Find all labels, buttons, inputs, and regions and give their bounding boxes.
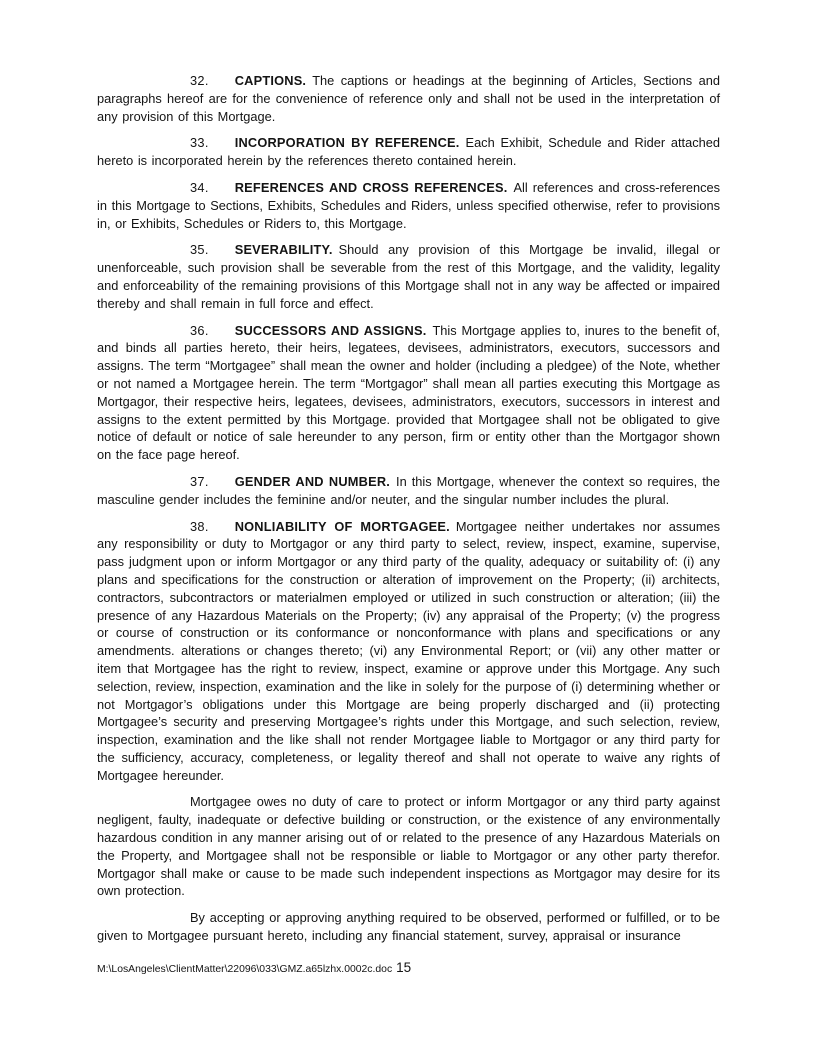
section-body: The captions or headings at the beginning of Articles, Sections and paragraphs hereof are for the convenience of reference only and shall not be used in the interpretation of any provision of this Mortgage. — [97, 73, 720, 124]
section-body: This Mortgage applies to, inures to the benefit of, and binds all parties hereto, their heirs, legatees, devisees, administrators, executors, successors and assigns. The term “Mortgagee” shall mean the owner and holder (including a pledgee) of the Note, whether or not named a Mortgagee herein. The term “Mortgagor” shall mean all parties executing this Mortgage as Mortgagor, their respective heirs, legatees, devisees, administrators, executors, successors in interest and assigns to the extent permitted by this Mortgage. provided that Mortgagee shall not be obligated to give notice of default or notice of sale hereunder to any person, firm or entity other than the Mortgagor shown on the face page hereof. — [97, 322, 720, 463]
section-number: 34. — [190, 179, 209, 195]
section-number: 33. — [190, 135, 209, 151]
section-paragraph-35 — [97, 241, 720, 312]
section-heading: INCORPORATION BY REFERENCE. — [234, 135, 460, 151]
section-heading: SUCCESSORS AND ASSIGNS. — [234, 322, 427, 338]
section-paragraph-38 — [97, 518, 720, 785]
section-number: 32. — [190, 73, 209, 88]
section-heading: REFERENCES AND CROSS REFERENCES. — [234, 179, 508, 195]
section-heading: CAPTIONS. — [234, 73, 307, 88]
page-footer — [97, 960, 411, 975]
document-body — [97, 72, 720, 954]
footer-page-number: 15 — [396, 960, 412, 975]
section-paragraph-36 — [97, 322, 720, 464]
section-body: Each Exhibit, Schedule and Rider attached hereto is incorporated herein by the references thereto contained herein. — [97, 135, 720, 169]
section-heading: NONLIABILITY OF MORTGAGEE. — [234, 518, 450, 534]
section-paragraph-32 — [97, 72, 720, 125]
section-heading: GENDER AND NUMBER. — [234, 473, 391, 489]
section-body: Should any provision of this Mortgage be invalid, illegal or unenforceable, such provision shall be severable from the rest of this Mortgage, and the validity, legality and enforceability of the remaining provisions of this Mortgage shall not in any way be affected or impaired thereby and shall remain in full force and effect. — [97, 242, 720, 311]
section-body: Mortgagee neither undertakes nor assumes any responsibility or duty to Mortgagor or any third party to select, review, inspect, examine, supervise, pass judgment upon or inform Mortgagor or any third party of the quality, adequacy or suitability of: (i) any plans and specifications for the construction or alteration of improvement on the Property; (ii) architects, contractors, subcontractors or materialmen employed or utilized in such construction or alteration; (iii) the presence of any Hazardous Materials on the Property; (iv) any appraisal of the Property; (v) the progress or course of construction or its conformance or nonconformance with plans and specifications or any amendments. alterations or changes thereto; (vi) any Environmental Report; or (vii) any other matter or item that Mortgagee has the right to review, inspect, examine or approve under this Mortgage. Any such selection, review, inspection, examination and the like in solely for the purpose of (i) determining whether or not Mortgagor’s obligations under this Mortgage are being properly discharged and (ii) protecting Mortgagee’s security and preserving Mortgagee’s rights under this Mortgage, and such selection, review, inspection, examination and the like shall not render Mortgagee liable to Mortgagor or any third party for the sufficiency, accuracy, completeness, or legality thereof and shall not operate to waive any rights of Mortgagee hereunder. — [97, 518, 721, 783]
section-number: 36. — [190, 322, 209, 338]
section-body: In this Mortgage, whenever the context so requires, the masculine gender includes the feminine and/or neuter, and the singular number includes the plural. — [97, 473, 720, 507]
paragraph-text: Mortgagee owes no duty of care to protect or inform Mortgagor or any third party against negligent, faulty, inadequate or defective building or construction, or the existence of any environmentally hazardous condition in any manner arising out of or related to the presence of any Hazardous Materials on the Property, and Mortgagee shall not be responsible or liable to Mortgagor or any other party therefor. Mortgagor shall make or cause to be made such independent inspections as Mortgagor may desire for its own protection. — [97, 794, 720, 899]
body-paragraph — [97, 793, 720, 900]
section-number: 38. — [190, 518, 209, 534]
paragraph-text: By accepting or approving anything required to be observed, performed or fulfilled, or to be given to Mortgagee pursuant hereto, including any financial statement, survey, appraisal or insurance — [97, 910, 720, 944]
section-number: 35. — [190, 242, 209, 258]
section-paragraph-33 — [97, 134, 720, 170]
footer-file-path: M:\LosAngeles\ClientMatter\22096\033\GMZ.a65lzhx.0002c.doc — [97, 964, 393, 975]
section-heading: SEVERABILITY. — [234, 242, 333, 258]
section-body: All references and cross-references in this Mortgage to Sections, Exhibits, Schedules and Riders, unless specified otherwise, refer to provisions in, or Exhibits, Schedules or Riders to, this Mortgage. — [97, 179, 720, 231]
section-paragraph-34 — [97, 179, 720, 232]
section-paragraph-37 — [97, 473, 720, 509]
body-paragraph — [97, 909, 720, 945]
section-number: 37. — [190, 473, 209, 489]
